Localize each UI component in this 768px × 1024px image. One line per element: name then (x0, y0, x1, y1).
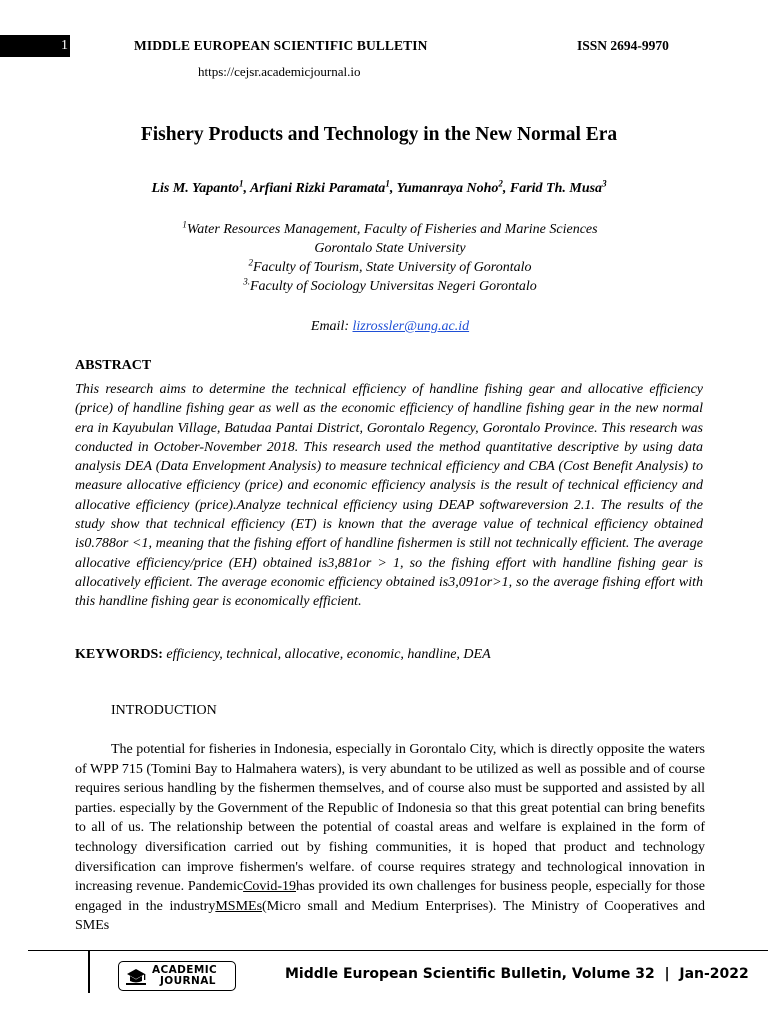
paper-title: Fishery Products and Technology in the New Normal Era (140, 124, 618, 145)
affiliation-1 (0, 219, 768, 238)
email-link[interactable]: lizrossler@ung.ac.id (352, 319, 470, 334)
intro-text-part: has provided its own challenges for business people, especially for those engaged in the industry (75, 879, 705, 914)
affiliation-1-line2: Gorontalo State University (314, 241, 466, 256)
logo-line-2: JOURNAL (160, 975, 216, 987)
affiliation-sup: 1 (182, 219, 187, 230)
author-name: Arfiani Rizki Paramata (249, 181, 386, 196)
author-list: Lis M. Yapanto$^1$, Arfiani Rizki Paramata$^1$, Yumanraya Noho$^2$, Farid Th. Musa$^3$ (151, 178, 607, 196)
footer-citation: Middle European Scientific Bulletin, Volume 32 | Jan-2022 (285, 966, 749, 982)
abstract-heading: ABSTRACT (75, 358, 152, 373)
author-name: Farid Th. Musa (509, 181, 603, 196)
intro-text-part: (Micro small and Medium Enterprises). The Ministry of Cooperatives and SMEs (75, 898, 705, 934)
journal-name: MIDDLE EUROPEAN SCIENTIFIC BULLETIN (134, 38, 428, 53)
affiliation-text: Faculty of Tourism, State University of Gorontalo (252, 260, 532, 275)
keywords-line (75, 647, 715, 663)
email-label: Email: (310, 319, 349, 334)
footer-vertical-bar (88, 951, 90, 993)
affiliation-text: Faculty of Sociology Universitas Negeri Gorontalo (249, 279, 537, 294)
author-sup: 1 (385, 178, 390, 189)
page-number: 1 (0, 35, 70, 57)
covid-link[interactable]: Covid-19 (243, 879, 296, 895)
intro-text-part: The potential for fisheries in Indonesia, especially in Gorontalo City, which is directly opposite the waters of WPP 715 (Tomini Bay to Halmahera waters), is very abundant to be utilized as well as possible and of course requires serious handling by the fishermen themselves, and of course also must be supported and assisted by all parties. especially by the Government of the Republic of Indonesia so that this great potential can bring benefits to all of us. The relationship between the potential of coastal areas and welfare is explained in the form of technology diversification carried out by fishing communities, it is hoped that product and technology diversification can improve fishermen's welfare. of course requires strategy and technological innovation in increasing revenue. Pandemic (75, 742, 705, 895)
email-line (0, 319, 768, 335)
author-name: Yumanraya Noho (396, 181, 499, 196)
academic-journal-logo (118, 961, 236, 991)
author-name: Lis M. Yapanto (151, 181, 239, 196)
author-sup: 2 (498, 178, 503, 189)
msmes-link[interactable]: MSMEs (215, 898, 263, 914)
affiliation-3 (0, 276, 768, 295)
abstract-text: This research aims to determine the technical efficiency of handline fishing gear and allocative efficiency (price) of handline fishing gear as well as the economic efficiency of handline fishing gear in the new normal era in Kayubulan Village, Batudaa Pantai District, Gorontalo Regency, Gorontalo Province. This research was conducted in October-November 2018. This research used the method quantitative descriptive by using data analysis DEA (Data Envelopment Analysis) to measure technical efficiency and CBA (Cost Benefit Analysis) to measure allocative efficiency (price) and economic efficiency analysis is the result of technical efficiency and allocative efficiency (price).Analyze technical efficiency using DEAP softwareversion 2.1. The results of the study show that technical efficiency (ET) is known that the average value of technical efficiency obtained is0.788or <1, meaning that the fishing effort of handline fishermen is still not technically efficient. The average allocative efficiency/price (EH) obtained is3,881or > 1, so the fishing effort with handline fishing gear is allocatively efficient. The average economic efficiency obtained is3,091or>1, so the average fishing effort with this handline fishing gear is economically efficient. (75, 382, 703, 610)
logo-line-1: ACADEMIC (152, 964, 218, 976)
footer-divider (28, 950, 768, 951)
journal-url[interactable]: https://cejsr.academicjournal.io (198, 64, 361, 79)
introduction-text (75, 740, 705, 936)
issn: ISSN 2694-9970 (577, 38, 669, 53)
introduction-heading: INTRODUCTION (111, 703, 217, 718)
affiliation-sup: 3. (243, 276, 250, 287)
keywords-label: KEYWORDS: (75, 647, 163, 662)
journal-logo-icon (124, 965, 148, 987)
affiliation-text: Water Resources Management, Faculty of Fisheries and Marine Sciences (186, 222, 598, 237)
author-sup: 1 (238, 178, 244, 189)
logo-wordmark (152, 965, 217, 987)
keywords-text: efficiency, technical, allocative, economic, handline, DEA (166, 647, 491, 662)
affiliation-sup: 2 (248, 257, 253, 268)
author-sup: 3 (602, 178, 607, 189)
affiliation-2 (0, 257, 768, 276)
